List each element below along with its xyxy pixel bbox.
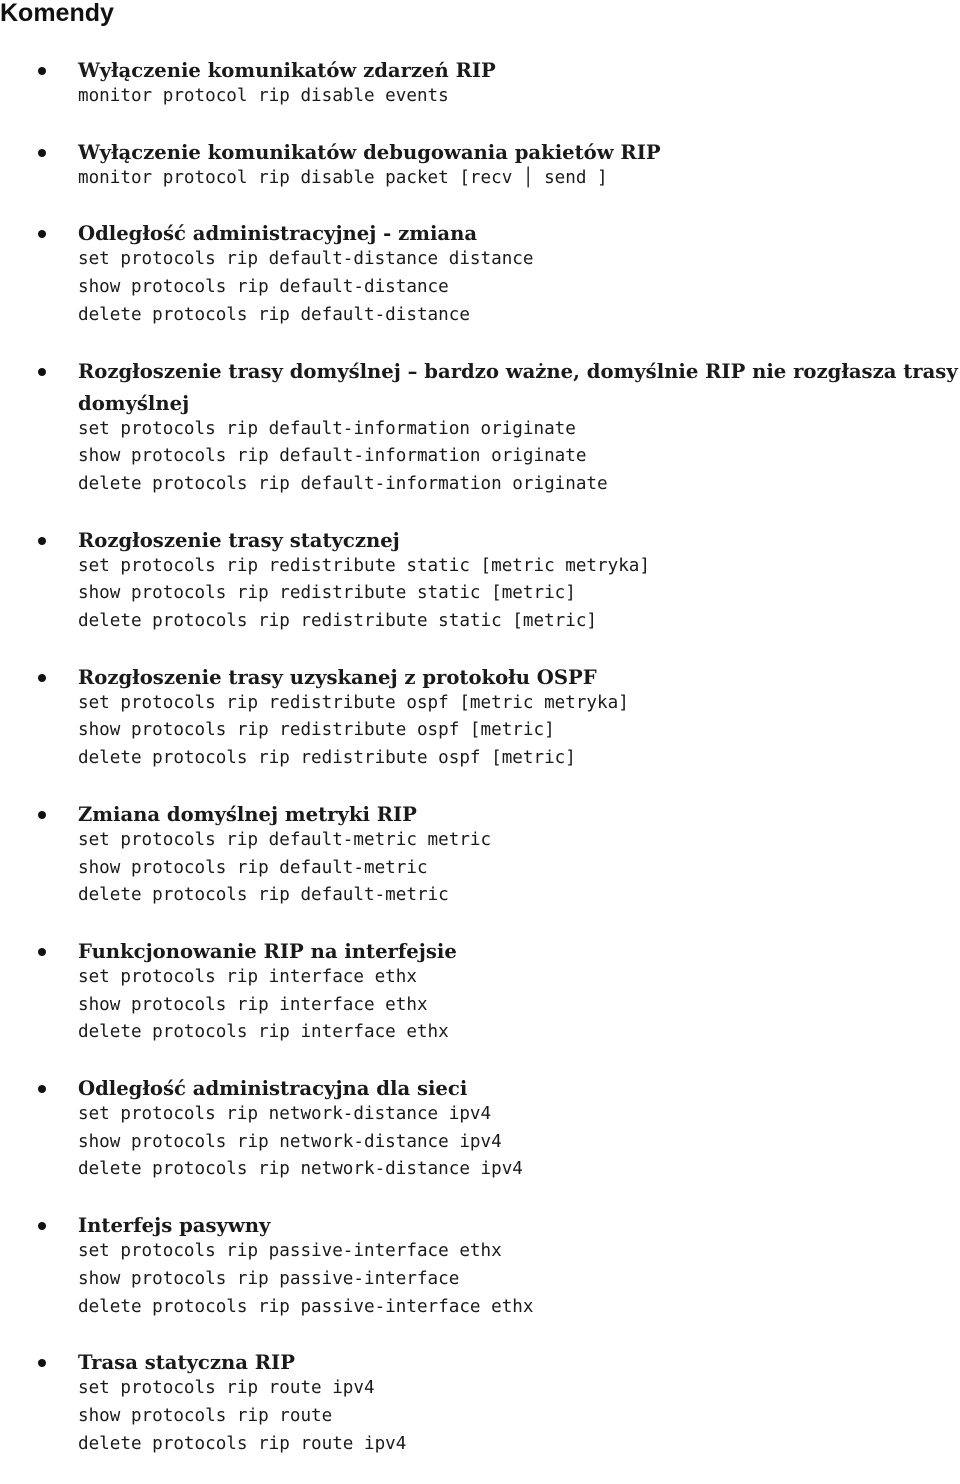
command-line: delete protocols rip interface ethx	[78, 1022, 449, 1043]
command-line: set protocols rip redistribute ospf [metric metryka]	[78, 692, 629, 713]
command-line: set protocols rip passive-interface ethx	[78, 1241, 502, 1262]
bullet-icon	[38, 149, 46, 157]
bullet-icon	[38, 811, 46, 819]
bullet-icon	[38, 67, 46, 75]
bullet-icon	[38, 368, 46, 376]
command-line: set protocols rip default-information originate	[78, 418, 576, 439]
bullet-icon	[38, 537, 46, 545]
section-heading: Funkcjonowanie RIP na interfejsie	[78, 939, 457, 963]
command-line: show protocols rip network-distance ipv4	[78, 1131, 502, 1152]
command-line: show protocols rip default-distance	[78, 277, 449, 298]
section-heading: Wyłączenie komunikatów zdarzeń RIP	[78, 59, 496, 82]
section-heading: Zmiana domyślnej metryki RIP	[78, 802, 417, 826]
command-line: delete protocols rip passive-interface ethx	[78, 1296, 534, 1317]
command-line: set protocols rip default-metric metric	[78, 829, 492, 850]
command-line: show protocols rip default-metric	[78, 857, 428, 878]
command-line: set protocols rip route ipv4	[78, 1378, 375, 1399]
command-section	[0, 662, 960, 773]
command-line: show protocols rip default-information originate	[78, 446, 587, 467]
command-line: delete protocols rip default-distance	[78, 304, 470, 325]
section-heading: Rozgłoszenie trasy domyślnej – bardzo ważne, domyślnie RIP nie rozgłasza trasy domyślnej	[78, 359, 958, 415]
section-heading: Odległość administracyjnej - zmiana	[78, 222, 478, 246]
command-section	[0, 137, 960, 193]
command-line: delete protocols rip default-information originate	[78, 473, 608, 494]
command-line: show protocols rip interface ethx	[78, 994, 428, 1015]
section-heading: Rozgłoszenie trasy uzyskanej z protokołu OSPF	[78, 665, 597, 689]
command-line: set protocols rip redistribute static [metric metryka]	[78, 555, 650, 576]
section-heading: Interfejs pasywny	[78, 1214, 271, 1238]
command-section	[0, 525, 960, 636]
command-section	[0, 799, 960, 910]
command-section	[0, 55, 960, 111]
command-line: delete protocols rip default-metric	[78, 885, 449, 906]
section-heading: Rozgłoszenie trasy statycznej	[78, 528, 400, 552]
command-line: show protocols rip passive-interface	[78, 1268, 460, 1289]
command-section	[0, 1073, 960, 1184]
section-heading: Trasa statyczna RIP	[78, 1351, 295, 1375]
command-section	[0, 356, 960, 499]
command-section	[0, 218, 960, 329]
section-heading: Odległość administracyjna dla sieci	[78, 1077, 468, 1101]
bullet-icon	[38, 674, 46, 682]
command-line: delete protocols rip redistribute ospf [metric]	[78, 748, 576, 769]
command-line: delete protocols rip redistribute static [metric]	[78, 611, 598, 632]
command-section	[0, 1347, 960, 1458]
command-line: set protocols rip default-distance distance	[78, 249, 534, 270]
command-line: monitor protocol rip disable events	[78, 86, 449, 106]
command-line: delete protocols rip route ipv4	[78, 1433, 407, 1454]
command-line: monitor protocol rip disable packet [recv │ send ]	[78, 167, 608, 188]
bullet-icon	[38, 948, 46, 956]
command-line: show protocols rip route	[78, 1405, 333, 1426]
bullet-icon	[38, 1359, 46, 1367]
command-line: show protocols rip redistribute ospf [metric]	[78, 720, 555, 741]
command-section	[0, 936, 960, 1047]
command-list	[0, 55, 960, 1484]
page-title: Komendy	[0, 0, 114, 27]
section-heading: Wyłączenie komunikatów debugowania pakietów RIP	[78, 140, 661, 164]
command-line: set protocols rip interface ethx	[78, 966, 417, 987]
command-line: delete protocols rip network-distance ipv4	[78, 1159, 523, 1180]
command-section	[0, 1210, 960, 1321]
command-line: show protocols rip redistribute static [metric]	[78, 583, 576, 604]
bullet-icon	[38, 230, 46, 238]
bullet-icon	[38, 1085, 46, 1093]
bullet-icon	[38, 1222, 46, 1230]
command-line: set protocols rip network-distance ipv4	[78, 1104, 492, 1125]
